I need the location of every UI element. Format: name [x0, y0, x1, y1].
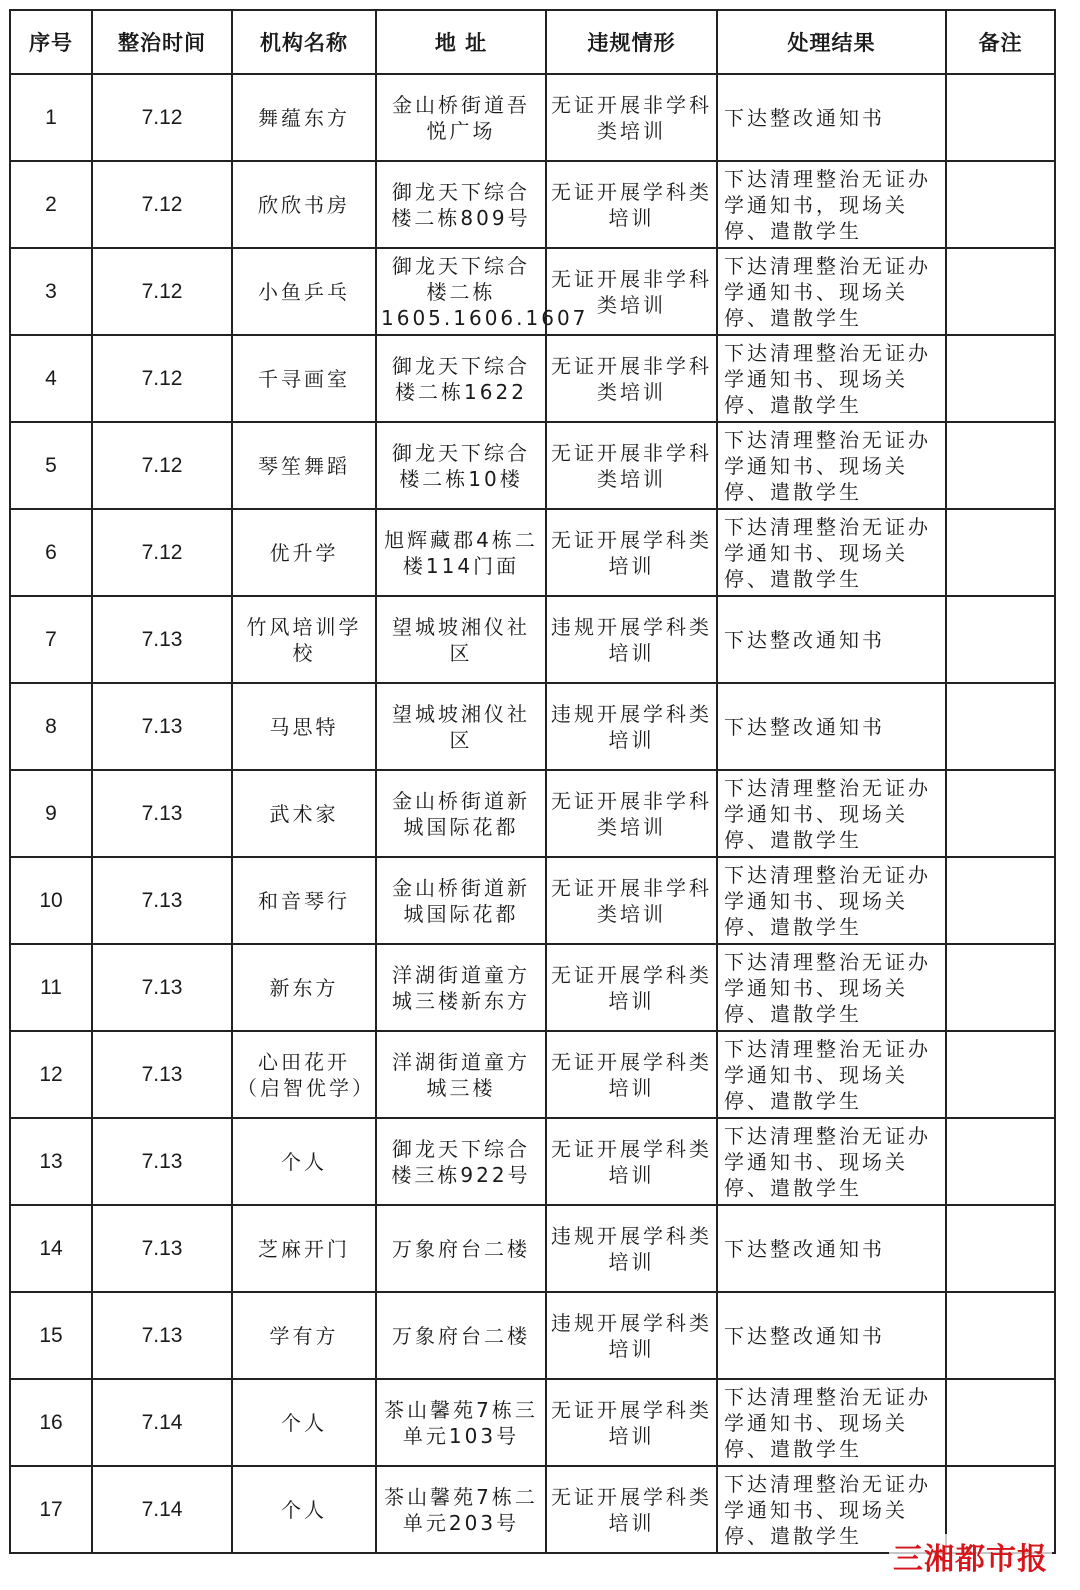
- cell-violation: 违规开展学科类培训: [546, 596, 717, 683]
- cell-institution-name: 心田花开（启智优学）: [232, 1031, 376, 1118]
- cell-address: 万象府台二楼: [376, 1292, 546, 1379]
- cell-result: 下达清理整治无证办学通知书、现场关停、遣散学生: [717, 422, 946, 509]
- cell-address: 御龙天下综合楼三栋922号: [376, 1118, 546, 1205]
- cell-date: 7.12: [92, 74, 232, 161]
- cell-no: 4: [10, 335, 92, 422]
- cell-date: 7.13: [92, 596, 232, 683]
- header-no: 序号: [10, 10, 92, 74]
- cell-address: 金山桥街道新城国际花都: [376, 857, 546, 944]
- cell-address: 金山桥街道吾悦广场: [376, 74, 546, 161]
- header-name: 机构名称: [232, 10, 376, 74]
- cell-no: 16: [10, 1379, 92, 1466]
- header-address: 地 址: [376, 10, 546, 74]
- cell-no: 5: [10, 422, 92, 509]
- cell-institution-name: 琴笙舞蹈: [232, 422, 376, 509]
- cell-address: 御龙天下综合楼二栋809号: [376, 161, 546, 248]
- cell-institution-name: 芝麻开门: [232, 1205, 376, 1292]
- cell-violation: 无证开展学科类培训: [546, 509, 717, 596]
- cell-address: 御龙天下综合楼二栋1605.1606.1607: [376, 248, 546, 335]
- cell-result: 下达清理整治无证办学通知书、现场关停、遣散学生: [717, 770, 946, 857]
- cell-institution-name: 新东方: [232, 944, 376, 1031]
- cell-institution-name: 武术家: [232, 770, 376, 857]
- cell-violation: 无证开展学科类培训: [546, 944, 717, 1031]
- cell-date: 7.13: [92, 1292, 232, 1379]
- cell-address: 茶山馨苑7栋二单元203号: [376, 1466, 546, 1553]
- cell-note: [946, 1379, 1055, 1466]
- cell-note: [946, 422, 1055, 509]
- cell-note: [946, 1118, 1055, 1205]
- cell-date: 7.13: [92, 683, 232, 770]
- cell-address: 万象府台二楼: [376, 1205, 546, 1292]
- cell-address: 茶山馨苑7栋三单元103号: [376, 1379, 546, 1466]
- document-table-container: [9, 9, 1054, 1554]
- cell-institution-name: 优升学: [232, 509, 376, 596]
- cell-result: 下达清理整治无证办学通知书、现场关停、遣散学生: [717, 335, 946, 422]
- cell-date: 7.13: [92, 770, 232, 857]
- cell-date: 7.13: [92, 944, 232, 1031]
- cell-no: 9: [10, 770, 92, 857]
- cell-result: 下达清理整治无证办学通知书、现场关停、遣散学生: [717, 248, 946, 335]
- cell-address: 金山桥街道新城国际花都: [376, 770, 546, 857]
- cell-institution-name: 竹风培训学校: [232, 596, 376, 683]
- cell-institution-name: 欣欣书房: [232, 161, 376, 248]
- table-row: [10, 422, 1055, 509]
- table-header: [10, 10, 1055, 74]
- table-row: [10, 596, 1055, 683]
- cell-date: 7.12: [92, 335, 232, 422]
- cell-note: [946, 683, 1055, 770]
- cell-no: 17: [10, 1466, 92, 1553]
- cell-institution-name: 个人: [232, 1379, 376, 1466]
- cell-violation: 无证开展学科类培训: [546, 1118, 717, 1205]
- table-row: [10, 1118, 1055, 1205]
- cell-institution-name: 和音琴行: [232, 857, 376, 944]
- cell-violation: 违规开展学科类培训: [546, 683, 717, 770]
- cell-result: 下达整改通知书: [717, 74, 946, 161]
- cell-note: [946, 74, 1055, 161]
- cell-date: 7.14: [92, 1466, 232, 1553]
- cell-violation: 无证开展非学科类培训: [546, 770, 717, 857]
- table-row: [10, 857, 1055, 944]
- cell-result: 下达整改通知书: [717, 683, 946, 770]
- newspaper-watermark-logo: 三湘都市报: [889, 1534, 1052, 1578]
- cell-institution-name: 个人: [232, 1118, 376, 1205]
- table-row: [10, 683, 1055, 770]
- cell-violation: 无证开展学科类培训: [546, 1466, 717, 1553]
- cell-date: 7.12: [92, 509, 232, 596]
- cell-address: 御龙天下综合楼二栋1622: [376, 335, 546, 422]
- cell-no: 3: [10, 248, 92, 335]
- cell-address: 洋湖街道童方城三楼: [376, 1031, 546, 1118]
- cell-violation: 无证开展非学科类培训: [546, 422, 717, 509]
- header-result: 处理结果: [717, 10, 946, 74]
- header-date: 整治时间: [92, 10, 232, 74]
- cell-institution-name: 马思特: [232, 683, 376, 770]
- cell-result: 下达清理整治无证办学通知书、现场关停、遣散学生: [717, 857, 946, 944]
- cell-address: 旭辉藏郡4栋二楼114门面: [376, 509, 546, 596]
- cell-no: 1: [10, 74, 92, 161]
- cell-institution-name: 学有方: [232, 1292, 376, 1379]
- cell-result: 下达清理整治无证办学通知书，现场关停、遣散学生: [717, 161, 946, 248]
- cell-violation: 无证开展非学科类培训: [546, 74, 717, 161]
- cell-violation: 违规开展学科类培训: [546, 1292, 717, 1379]
- cell-note: [946, 944, 1055, 1031]
- cell-result: 下达清理整治无证办学通知书、现场关停、遣散学生: [717, 1031, 946, 1118]
- cell-violation: 无证开展非学科类培训: [546, 335, 717, 422]
- cell-note: [946, 509, 1055, 596]
- rectification-table: [9, 9, 1056, 1554]
- cell-no: 13: [10, 1118, 92, 1205]
- table-row: [10, 509, 1055, 596]
- cell-institution-name: 个人: [232, 1466, 376, 1553]
- cell-note: [946, 1031, 1055, 1118]
- cell-address: 望城坡湘仪社区: [376, 683, 546, 770]
- cell-result: 下达整改通知书: [717, 1292, 946, 1379]
- cell-no: 2: [10, 161, 92, 248]
- table-row: [10, 944, 1055, 1031]
- cell-result: 下达清理整治无证办学通知书、现场关停、遣散学生: [717, 1379, 946, 1466]
- cell-note: [946, 770, 1055, 857]
- cell-date: 7.12: [92, 422, 232, 509]
- cell-violation: 无证开展非学科类培训: [546, 248, 717, 335]
- cell-address: 御龙天下综合楼二栋10楼: [376, 422, 546, 509]
- cell-no: 8: [10, 683, 92, 770]
- cell-no: 11: [10, 944, 92, 1031]
- cell-institution-name: 小鱼乒乓: [232, 248, 376, 335]
- cell-note: [946, 1205, 1055, 1292]
- table-row: [10, 1379, 1055, 1466]
- cell-result: 下达清理整治无证办学通知书、现场关停、遣散学生: [717, 1118, 946, 1205]
- cell-result: 下达清理整治无证办学通知书、现场关停、遣散学生: [717, 944, 946, 1031]
- cell-note: [946, 161, 1055, 248]
- cell-no: 15: [10, 1292, 92, 1379]
- table-row: [10, 161, 1055, 248]
- table-row: [10, 1205, 1055, 1292]
- cell-date: 7.13: [92, 1031, 232, 1118]
- cell-address: 望城坡湘仪社区: [376, 596, 546, 683]
- cell-date: 7.12: [92, 248, 232, 335]
- cell-date: 7.13: [92, 1118, 232, 1205]
- cell-institution-name: 舞蕴东方: [232, 74, 376, 161]
- table-row: [10, 770, 1055, 857]
- cell-date: 7.14: [92, 1379, 232, 1466]
- cell-result: 下达整改通知书: [717, 1205, 946, 1292]
- cell-date: 7.12: [92, 161, 232, 248]
- cell-note: [946, 248, 1055, 335]
- table-row: [10, 335, 1055, 422]
- header-violation: 违规情形: [546, 10, 717, 74]
- table-row: [10, 1031, 1055, 1118]
- cell-violation: 无证开展学科类培训: [546, 1379, 717, 1466]
- cell-no: 10: [10, 857, 92, 944]
- cell-note: [946, 335, 1055, 422]
- cell-institution-name: 千寻画室: [232, 335, 376, 422]
- cell-result: 下达整改通知书: [717, 596, 946, 683]
- table-body: [10, 74, 1055, 1553]
- cell-note: [946, 1292, 1055, 1379]
- header-row: [10, 10, 1055, 74]
- cell-no: 12: [10, 1031, 92, 1118]
- cell-violation: 无证开展学科类培训: [546, 1031, 717, 1118]
- cell-address: 洋湖街道童方城三楼新东方: [376, 944, 546, 1031]
- cell-result: 下达清理整治无证办学通知书、现场关停、遣散学生: [717, 509, 946, 596]
- cell-violation: 无证开展学科类培训: [546, 161, 717, 248]
- table-row: [10, 74, 1055, 161]
- cell-note: [946, 596, 1055, 683]
- cell-violation: 违规开展学科类培训: [546, 1205, 717, 1292]
- header-note: 备注: [946, 10, 1055, 74]
- cell-violation: 无证开展非学科类培训: [546, 857, 717, 944]
- cell-date: 7.13: [92, 857, 232, 944]
- cell-date: 7.13: [92, 1205, 232, 1292]
- table-row: [10, 1292, 1055, 1379]
- cell-no: 14: [10, 1205, 92, 1292]
- cell-no: 7: [10, 596, 92, 683]
- cell-note: [946, 857, 1055, 944]
- table-row: [10, 248, 1055, 335]
- cell-no: 6: [10, 509, 92, 596]
- cell-result: 下达清理整治无证办学通知书、现场关停、遣散学生: [717, 1466, 946, 1553]
